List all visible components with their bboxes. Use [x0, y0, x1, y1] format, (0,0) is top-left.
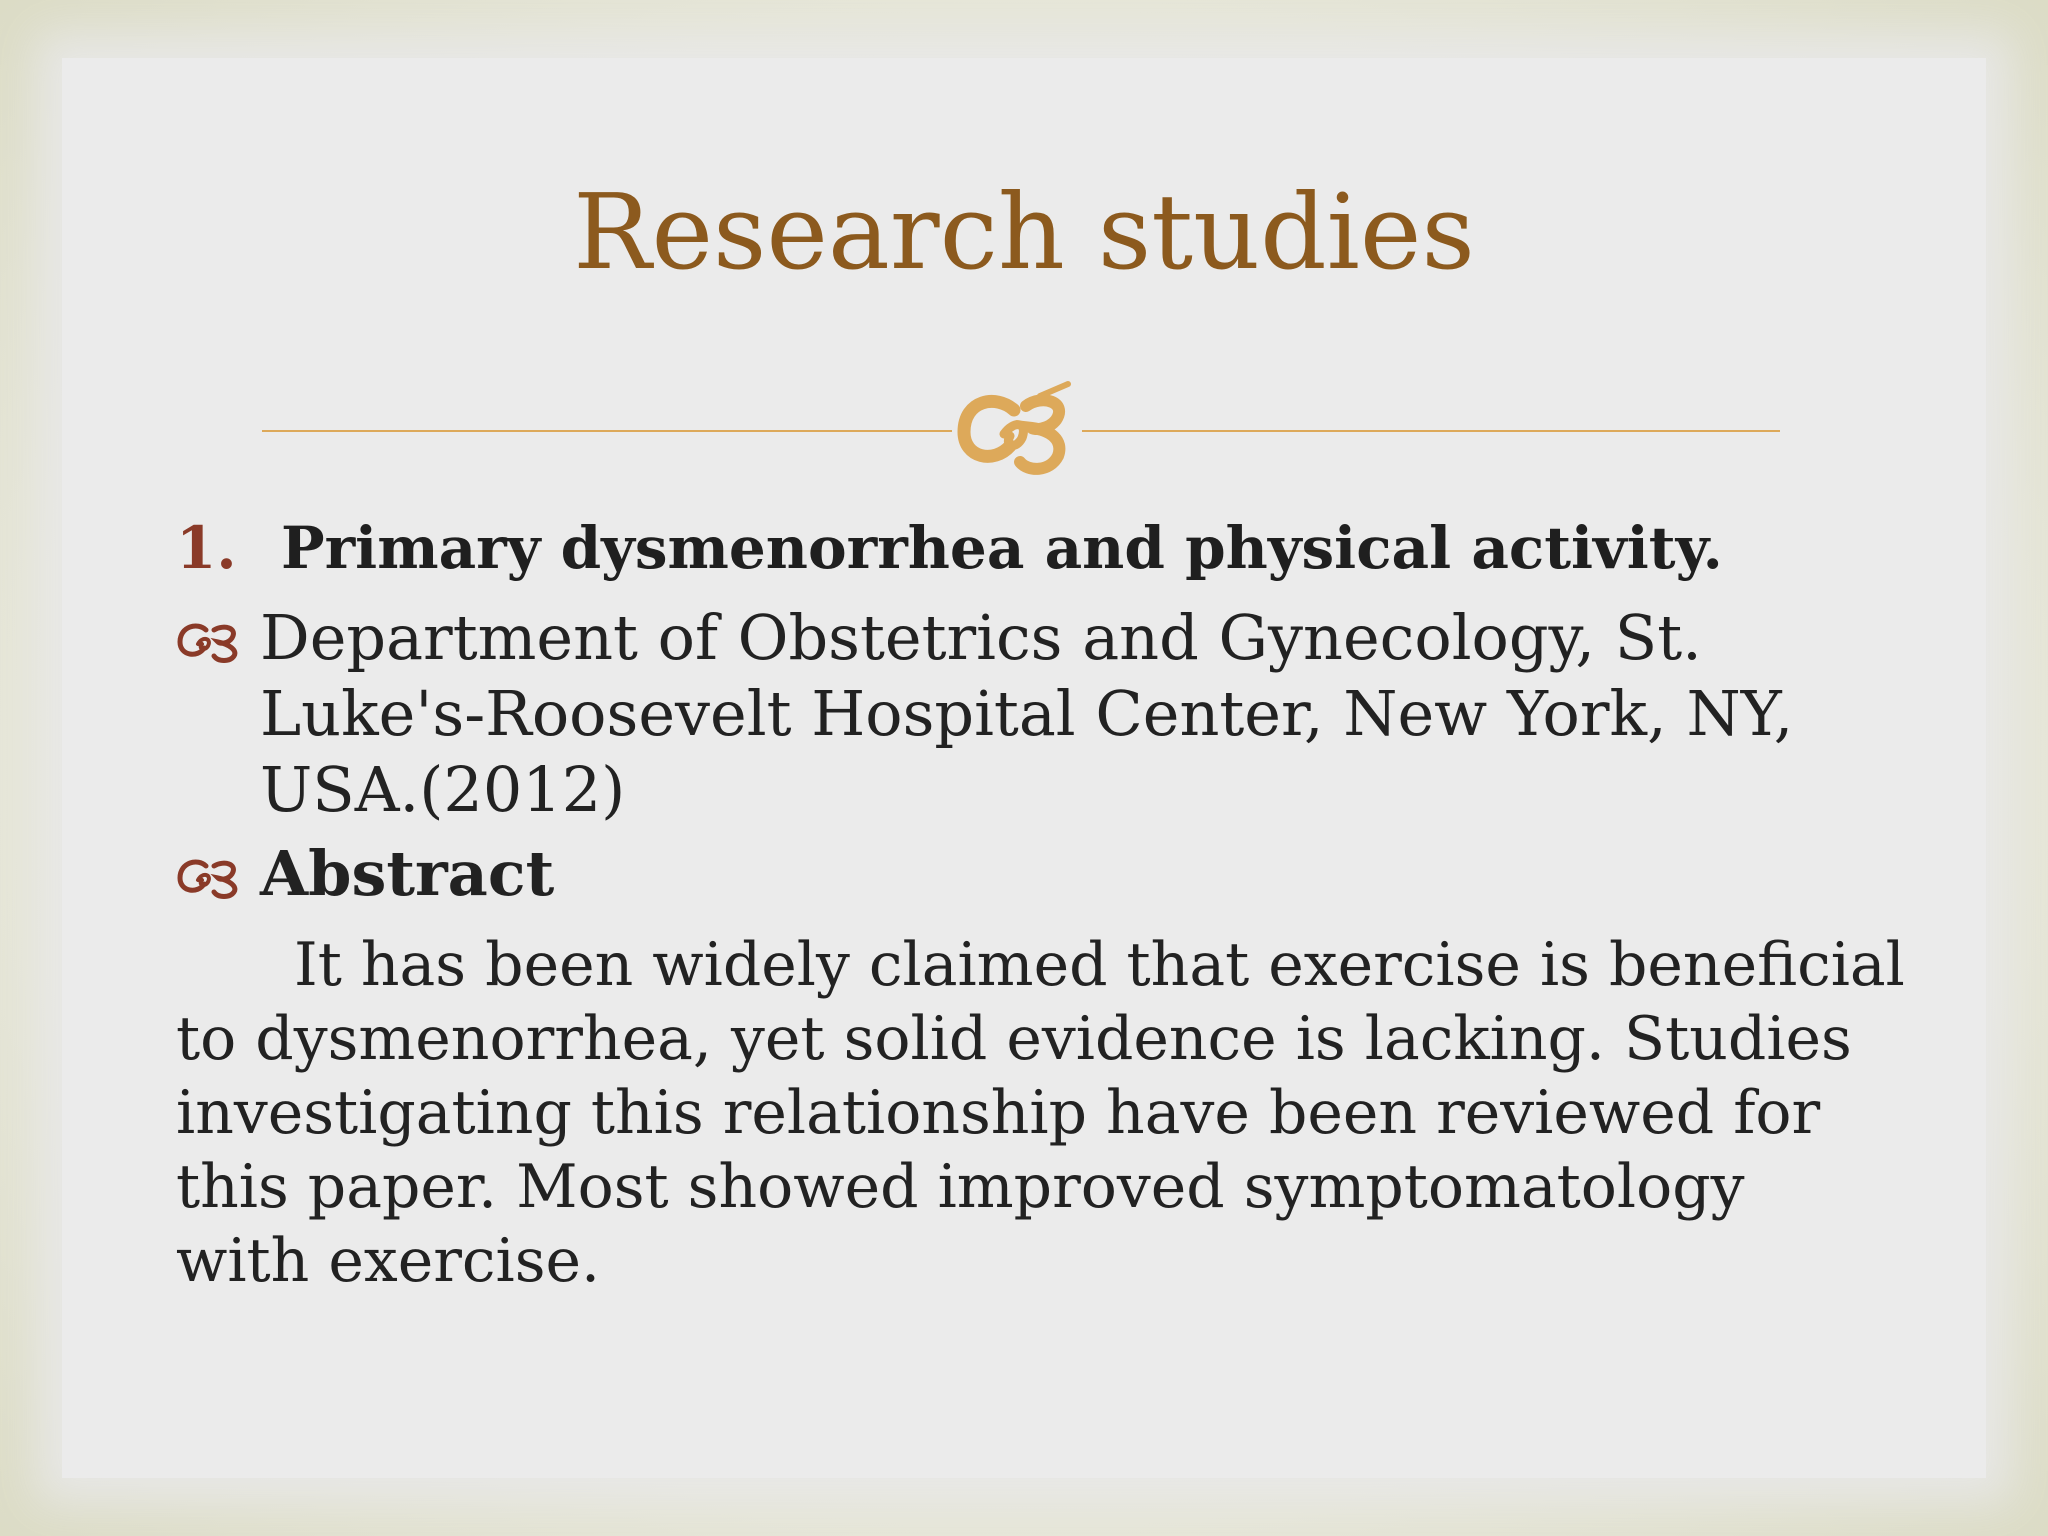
item-title: Primary dysmenorrhea and physical activity. [281, 514, 1723, 582]
abstract-line: to dysmenorrhea, yet solid evidence is lacking. Studies [176, 1004, 1852, 1074]
abstract-paragraph [176, 928, 1905, 1298]
slide-title: Research studies [573, 171, 1475, 293]
abstract-line: investigating this relationship have been reviewed for [176, 1078, 1821, 1148]
abstract-line: with exercise. [176, 1226, 601, 1296]
affiliation-line: Department of Obstetrics and Gynecology, St. [260, 601, 1702, 674]
abstract-line: this paper. Most showed improved symptomatology [176, 1152, 1745, 1222]
item-number: 1. [176, 514, 237, 582]
scroll-bullet-icon [176, 854, 246, 900]
affiliation-line: USA.(2012) [260, 753, 626, 826]
title-divider-left [262, 430, 952, 432]
flourish-ornament-icon [952, 376, 1082, 486]
abstract-label: Abstract [260, 837, 555, 910]
title-divider-right [1082, 430, 1780, 432]
scroll-bullet-icon [176, 618, 246, 664]
affiliation-text [260, 600, 1793, 828]
numbered-item [176, 508, 1723, 588]
abstract-line: It has been widely claimed that exercise is beneficial [294, 930, 1905, 1000]
affiliation-line: Luke's-Roosevelt Hospital Center, New York, NY, [260, 677, 1794, 750]
